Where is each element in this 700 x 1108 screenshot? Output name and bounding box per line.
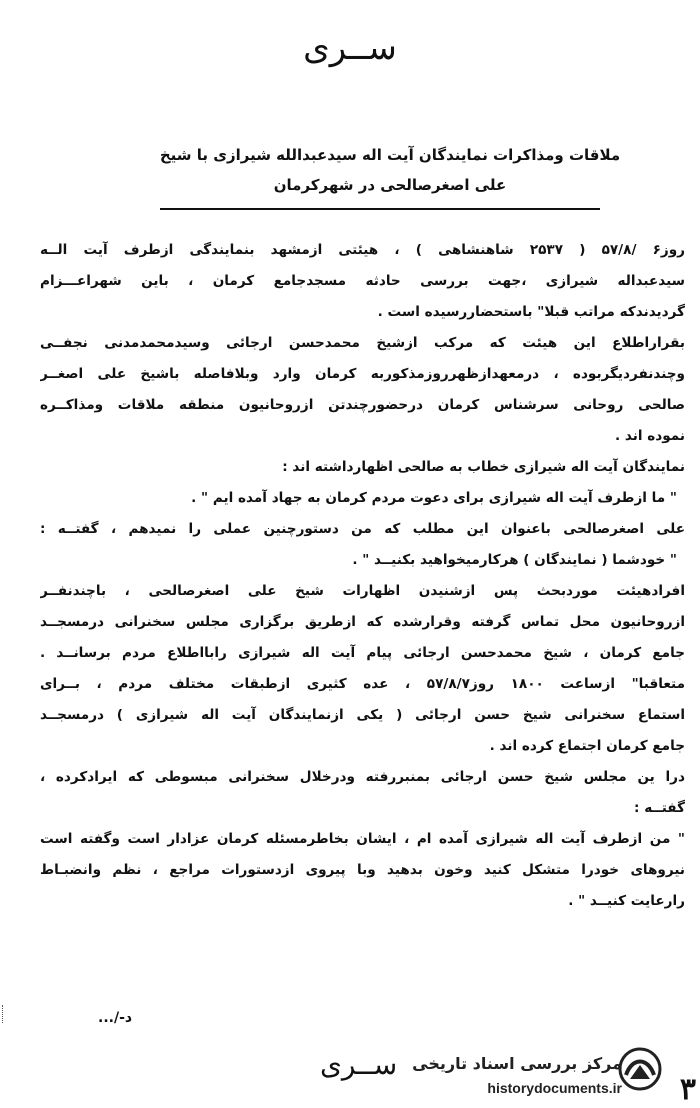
body-line: نمایندگان آیت اله شیرازی خطاب به صالحی اظهارداشته اند : bbox=[282, 459, 685, 475]
body-line: سیدعبداله شیرازی ،جهت بررسی حادثه مسجدجامع کرمان ، باین شهراعـــزام bbox=[40, 273, 685, 289]
classification-stamp-bottom: ســری bbox=[320, 1048, 398, 1081]
page-number: ۳ bbox=[679, 1072, 696, 1107]
body-line: جامع کرمان اجتماع کرده اند . bbox=[489, 738, 685, 754]
body-line: متعاقبا" ازساعت ۱۸۰۰ روز۵۷/۸/۷ ، عده کثیری ازطبقات مختلف مردم ، بــرای bbox=[40, 676, 685, 692]
footer-mark: د-/... bbox=[98, 1010, 133, 1026]
body-line: علی اصغرصالحی باعنوان این مطلب که من دستورچنین عملی را نمیدهم ، گفتــه : bbox=[40, 521, 685, 537]
body-line: نموده اند . bbox=[615, 428, 685, 444]
body-line: روز۶ /۵۷/۸ ( ۲۵۳۷ شاهنشاهی ) ، هیئتی ازمشهد بنمایندگی ازطرف آیت الــه bbox=[40, 242, 685, 258]
classification-stamp-top: ســری bbox=[303, 28, 397, 68]
margin-mark bbox=[2, 1005, 13, 1023]
watermark-name: مرکز بررسی اسناد تاریخی bbox=[412, 1054, 622, 1073]
body-line: " خودشما ( نمایندگان ) هرکارمیخواهید بکنیــد " . bbox=[352, 552, 677, 568]
body-line: افرادهیئت موردبحث پس ازشنیدن اظهارات شیخ علی اصغرصالحی ، باچندنفــر bbox=[40, 583, 685, 599]
document-body bbox=[40, 235, 685, 917]
document-title-line-2: علی اصغرصالحی در شهرکرمان bbox=[273, 176, 507, 194]
body-line: ازروحانیون محل تماس گرفته وقرارشده که ازطریق برگزاری مجلس سخنرانی درمسجــد bbox=[40, 614, 685, 630]
body-line: جامع کرمان ، شیخ محمدحسن ارجائی پیام آیت اله شیرازی رابااطلاع مردم برسانــد . bbox=[40, 645, 685, 661]
title-underline bbox=[160, 208, 600, 210]
body-line: بقراراطلاع این هیئت که مرکب ازشیخ محمدحسن ارجائی وسیدمحمدمدنی نجفــی bbox=[40, 335, 685, 351]
body-line: رارعایت کنیــد " . bbox=[568, 893, 685, 909]
watermark-url: historydocuments.ir bbox=[487, 1080, 622, 1096]
body-line: " ما ازطرف آیت اله شیرازی برای دعوت مردم کرمان به جهاد آمده ایم " . bbox=[191, 490, 677, 506]
body-line: استماع سخنرانی شیخ حسن ارجائی ( یکی ازنمایندگان آیت اله شیرازی ) درمسجــد bbox=[40, 707, 685, 723]
body-line: وچندنفردیگربوده ، درمعهدازظهرروزمذکوربه کرمان وارد وبلافاصله باشیخ علی اصغــر bbox=[40, 366, 685, 382]
body-line: گفتــه : bbox=[634, 800, 685, 816]
archive-seal-icon bbox=[616, 1045, 664, 1093]
body-line: درا ین مجلس شیخ حسن ارجائی بمنبررفته ودرخلال سخنرانی مبسوطی که ایرادکرده ، bbox=[40, 769, 685, 785]
body-line: " من ازطرف آیت اله شیرازی آمده ام ، ایشان بخاطرمسئله کرمان عزادار است وگفته است bbox=[40, 831, 685, 847]
body-line: صالحی روحانی سرشناس کرمان درحضورچندتن ازروحانیون منطقه ملاقات ومذاکــره bbox=[40, 397, 685, 413]
body-line: گردیدندکه مراتب قبلا" باستحضاررسیده است . bbox=[377, 304, 685, 320]
document-title-line-1: ملاقات ومذاکرات نمایندگان آیت اله سیدعبدالله شیرازی با شیخ bbox=[159, 146, 621, 164]
body-line: نیروهای خودرا متشکل کنید وخون بدهید وبا پیروی ازدستورات مراجع ، نظم وانضبـاط bbox=[40, 862, 685, 878]
